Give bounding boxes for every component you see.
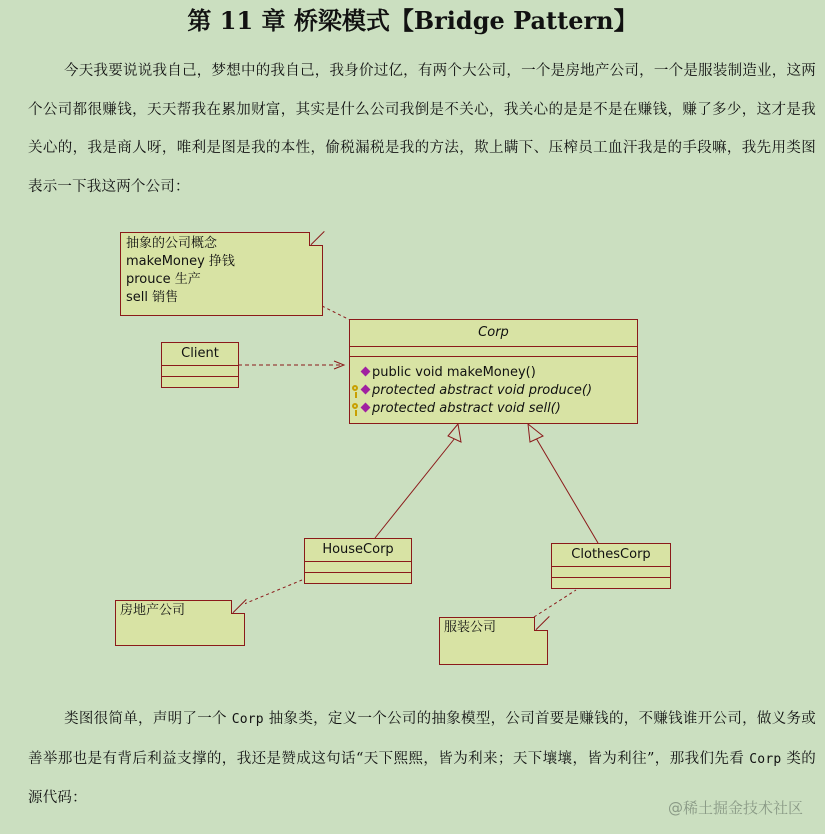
operation-text: public void makeMoney() [372, 365, 536, 380]
note-line: makeMoney 挣钱 [126, 254, 235, 269]
corp-class [349, 319, 638, 424]
house-corp-class [304, 538, 412, 584]
clothes-note-anchor [534, 590, 576, 617]
corp-note-anchor [322, 306, 350, 320]
note-line: prouce 生产 [126, 272, 201, 287]
house-generalization-line [375, 438, 455, 538]
house-generalization-arrow [448, 424, 461, 442]
paragraph-text: 类图很简单，声明了一个 [64, 711, 232, 727]
page-title: 第 11 章 桥梁模式【Bridge Pattern】 [187, 6, 638, 35]
operation-make-money [350, 364, 637, 382]
operation-produce [350, 382, 637, 400]
intro-text: 今天我要说说我自己，梦想中的我自己，我身价过亿，有两个大公司，一个是房地产公司，一个是服装制造业，这两个公司都很赚钱，天天帮我在累加财富，其实是什么公司我倒是不关心，我关心的是是不是在赚钱，赚了多少，这才是我关心的，我是商人呀，唯利是图是我的本性，偷税漏税是我的方法，欺上瞒下、压榨员工血汗我是的手段嘛，我先用类图表示一下我这两个公司： [28, 63, 816, 195]
clothes-corp-class [551, 543, 671, 589]
watermark: @稀土掘金技术社区 [667, 799, 803, 817]
house-corp-class-name: HouseCorp [305, 539, 411, 562]
clothes-generalization-arrow [528, 424, 543, 442]
house-note [115, 600, 245, 646]
note-line: 抽象的公司概念 [126, 236, 218, 251]
public-operation-icon [361, 367, 371, 377]
clothes-generalization-line [536, 438, 598, 543]
clothes-note [439, 617, 548, 665]
protected-key-icon [352, 403, 358, 409]
paragraph-text: 类的源代码： [28, 750, 816, 806]
protected-operation-icon [361, 403, 371, 413]
inline-code: Corp [231, 712, 264, 727]
protected-key-icon [352, 385, 358, 391]
operation-text: protected abstract void sell() [372, 401, 561, 416]
house-note-anchor [244, 580, 302, 604]
operation-text: protected abstract void produce() [372, 383, 593, 398]
note-line: sell 销售 [126, 290, 179, 305]
inline-code: Corp [749, 751, 782, 767]
note-line: 房地产公司 [120, 603, 186, 618]
client-class [161, 342, 239, 388]
clothes-corp-class-name: ClothesCorp [552, 544, 670, 567]
corp-note [120, 232, 323, 316]
client-class-name: Client [162, 343, 238, 366]
corp-class-name: Corp [350, 320, 637, 347]
protected-operation-icon [361, 385, 371, 395]
paragraph-text: 抽象类，定义一个公司的抽象模型，公司首要是赚钱的，不赚钱谁开公司，做义务或善举那也是有背后利益支撑的，我还是赞成这句话“天下熙熙，皆为利来；天下壤壤，皆为利往”，那我们先看 [28, 711, 816, 767]
note-line: 服装公司 [444, 620, 497, 635]
operation-sell [350, 400, 637, 418]
